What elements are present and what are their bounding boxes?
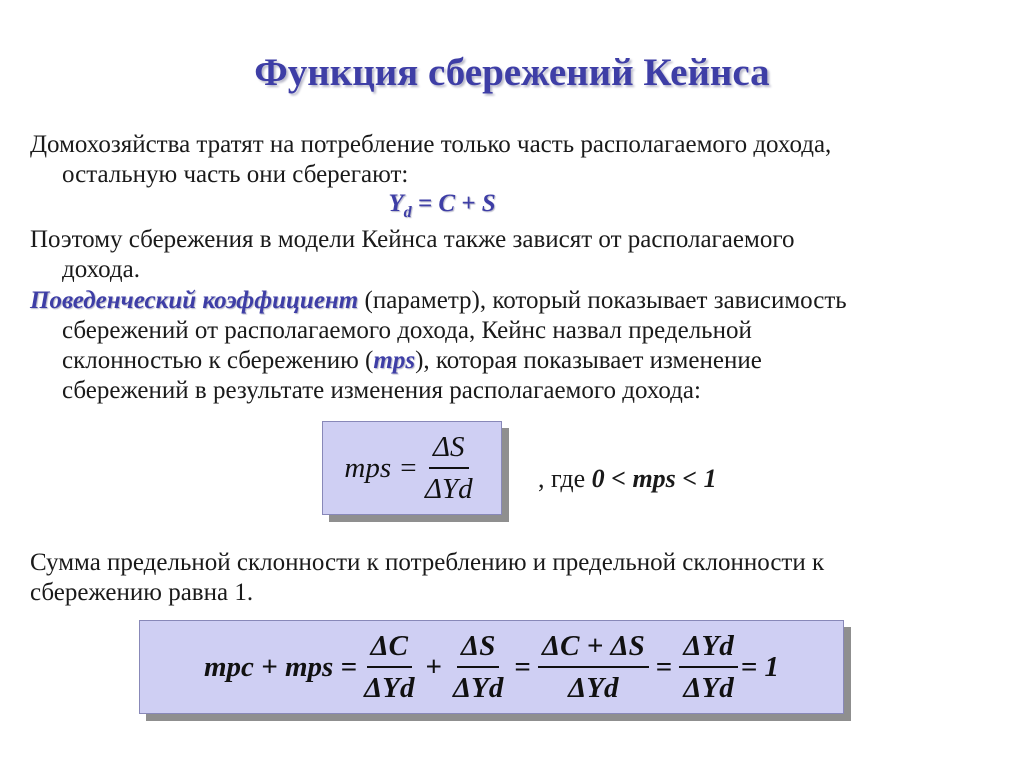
paragraph-line: Домохозяйства тратят на потребление только часть располагаемого дохода, — [30, 131, 832, 158]
condition-prefix: , где — [538, 464, 592, 493]
sum-formula-box — [139, 620, 844, 714]
highlighted-term: Поведенческий коэффициент — [30, 287, 359, 314]
fraction-denominator: ΔYd — [568, 672, 619, 704]
mps-formula-box — [322, 421, 502, 515]
fraction-numerator: ΔC + ΔS — [538, 628, 649, 668]
page-title: Функция сбережений Кейнса — [254, 51, 770, 94]
paragraph-line: сбережений в результате изменения располагаемого дохода: — [62, 377, 701, 404]
highlighted-mps: mps — [373, 347, 416, 374]
fraction-denominator: ΔYd — [364, 672, 415, 704]
fraction — [421, 429, 477, 507]
fraction-denominator: ΔYd — [453, 672, 504, 704]
formula-result: = 1 — [740, 650, 780, 683]
fraction-numerator: ΔYd — [679, 628, 737, 668]
fraction-numerator: ΔC — [367, 628, 413, 668]
fraction-denominator: ΔYd — [683, 672, 734, 704]
paragraph-consumption — [30, 130, 980, 190]
fraction — [360, 628, 418, 706]
fraction — [679, 628, 737, 706]
formula-lhs: Y — [388, 190, 404, 217]
fraction-numerator: ΔS — [457, 628, 499, 668]
plus-operator: + — [425, 650, 442, 683]
paragraph-line — [30, 346, 980, 376]
equals-operator: = — [514, 650, 531, 683]
fraction-numerator: ΔS — [429, 429, 469, 469]
paragraph-sum-statement — [30, 548, 980, 608]
paragraph-text: ), которая показывает изменение — [415, 347, 762, 374]
paragraph-mps-definition — [30, 286, 980, 406]
fraction — [538, 628, 649, 706]
paragraph-line: сбережений от располагаемого дохода, Кейнс назвал предельной — [62, 317, 752, 344]
formula-lhs: mps = — [344, 451, 418, 484]
condition-expression: 0 < mps < 1 — [591, 464, 717, 493]
mps-condition — [538, 464, 717, 494]
formula-subscript: d — [403, 204, 412, 221]
equals-operator: = — [655, 650, 673, 683]
paragraph-line: сбережению равна 1. — [30, 579, 254, 606]
paragraph-line: остальную часть они сберегают: — [62, 161, 409, 188]
formula-lhs: mpc + mps = — [203, 650, 358, 683]
paragraph-line: дохода. — [62, 256, 140, 283]
paragraph-line: (параметр), который показывает зависимость — [358, 287, 847, 314]
fraction-denominator: ΔYd — [424, 473, 473, 505]
paragraph-savings-dependence — [30, 225, 980, 285]
formula-rhs: = C + S — [411, 190, 496, 217]
paragraph-line: Поэтому сбережения в модели Кейнса также зависят от располагаемого — [30, 226, 795, 253]
formula-disposable-income — [0, 190, 884, 222]
fraction — [449, 628, 507, 706]
paragraph-text: склонностью к сбережению ( — [62, 347, 374, 374]
paragraph-line: Сумма предельной склонности к потреблению и предельной склонности к — [30, 549, 825, 576]
